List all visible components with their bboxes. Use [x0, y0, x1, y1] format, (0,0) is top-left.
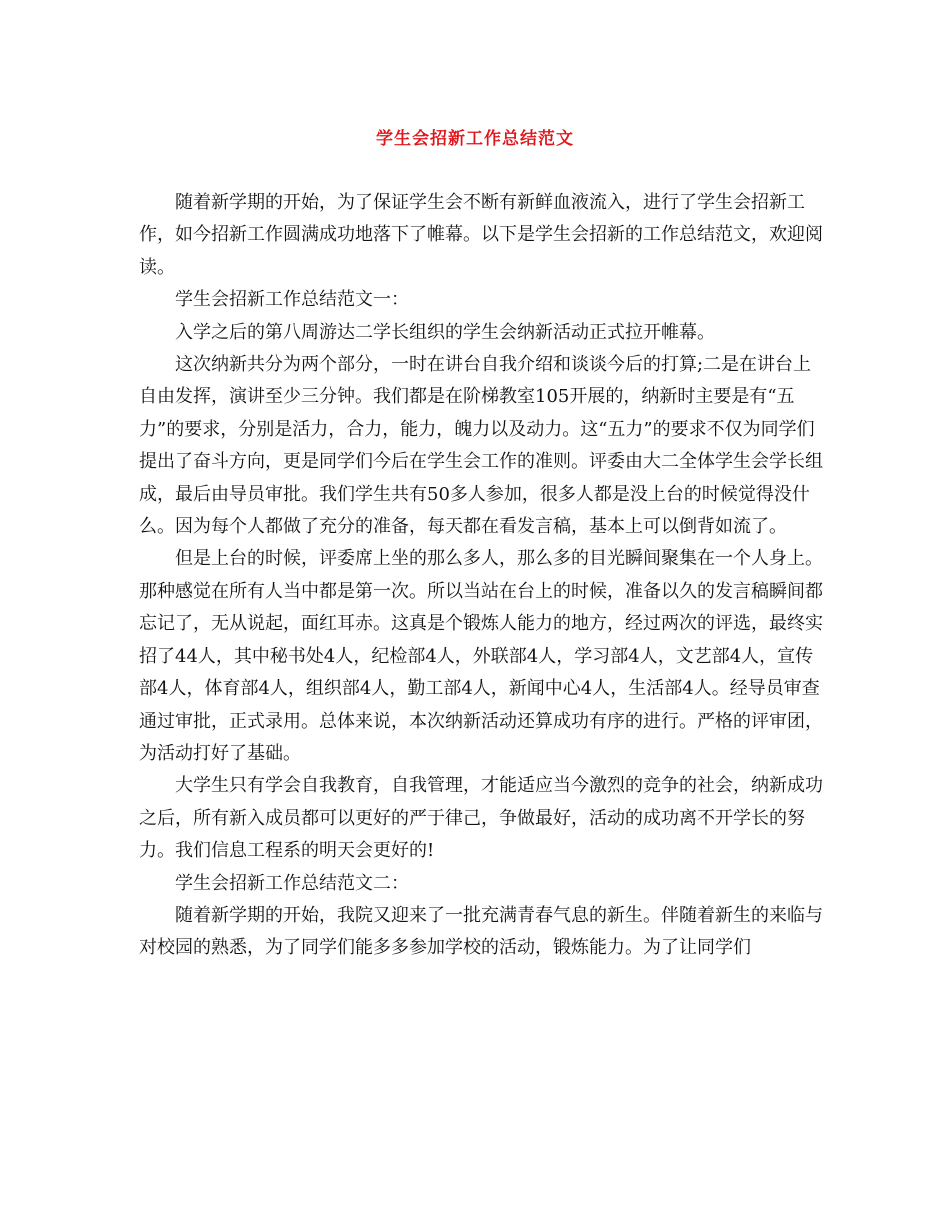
paragraph: 这次纳新共分为两个部分，一时在讲台自我介绍和谈谈今后的打算;二是在讲台上自由发挥，演讲至少三分钟。我们都是在阶梯教室105开展的，纳新时主要是有“五力”的要求，分别是活力，合力，能力，魄力以及动力。这“五力”的要求不仅为同学们提出了奋斗方向，更是同学们今后在学生会工作的准则。评委由大二全体学生会学长组成，最后由导员审批。我们学生共有50多人参加，很多人都是没上台的时候觉得没什么。因为每个人都做了充分的准备，每天都在看发言稿，基本上可以倒背如流了。 [139, 354, 823, 538]
paragraph: 大学生只有学会自我教育，自我管理，才能适应当今激烈的竞争的社会，纳新成功之后，所有新入成员都可以更好的严于律己，争做最好，活动的成功离不开学长的努力。我们信息工程系的明天会更好的! [139, 775, 823, 862]
paragraph: 入学之后的第八周游达二学长组织的学生会纳新活动正式拉开帷幕。 [175, 321, 715, 343]
paragraph: 随着新学期的开始，我院又迎来了一批充满青春气息的新生。伴随着新生的来临与对校园的熟悉，为了同学们能多多参加学校的活动，锻炼能力。为了让同学们 [139, 904, 823, 959]
paragraph-intro: 随着新学期的开始，为了保证学生会不断有新鲜血液流入，进行了学生会招新工作，如今招新工作圆满成功地落下了帷幕。以下是学生会招新的工作总结范文，欢迎阅读。 [139, 192, 823, 278]
document-body [139, 187, 829, 965]
section-heading-one: 学生会招新工作总结范文一： [175, 289, 409, 311]
paragraph: 但是上台的时候，评委席上坐的那么多人，那么多的目光瞬间聚集在一个人身上。那种感觉在所有人当中都是第一次。所以当站在台上的时候，准备以久的发言稿瞬间都忘记了，无从说起，面红耳赤。这真是个锻炼人能力的地方，经过两次的评选，最终实招了44人，其中秘书处4人，纪检部4人，外联部4人，学习部4人，文艺部4人，宣传部4人，体育部4人，组织部4人，勤工部4人，新闻中心4人，生活部4人。经导员审查通过审批，正式录用。总体来说，本次纳新活动还算成功有序的进行。严格的评审团，为活动打好了基础。 [139, 548, 823, 764]
section-heading-two: 学生会招新工作总结范文二： [175, 872, 409, 894]
document-title: 学生会招新工作总结范文 [376, 129, 574, 149]
